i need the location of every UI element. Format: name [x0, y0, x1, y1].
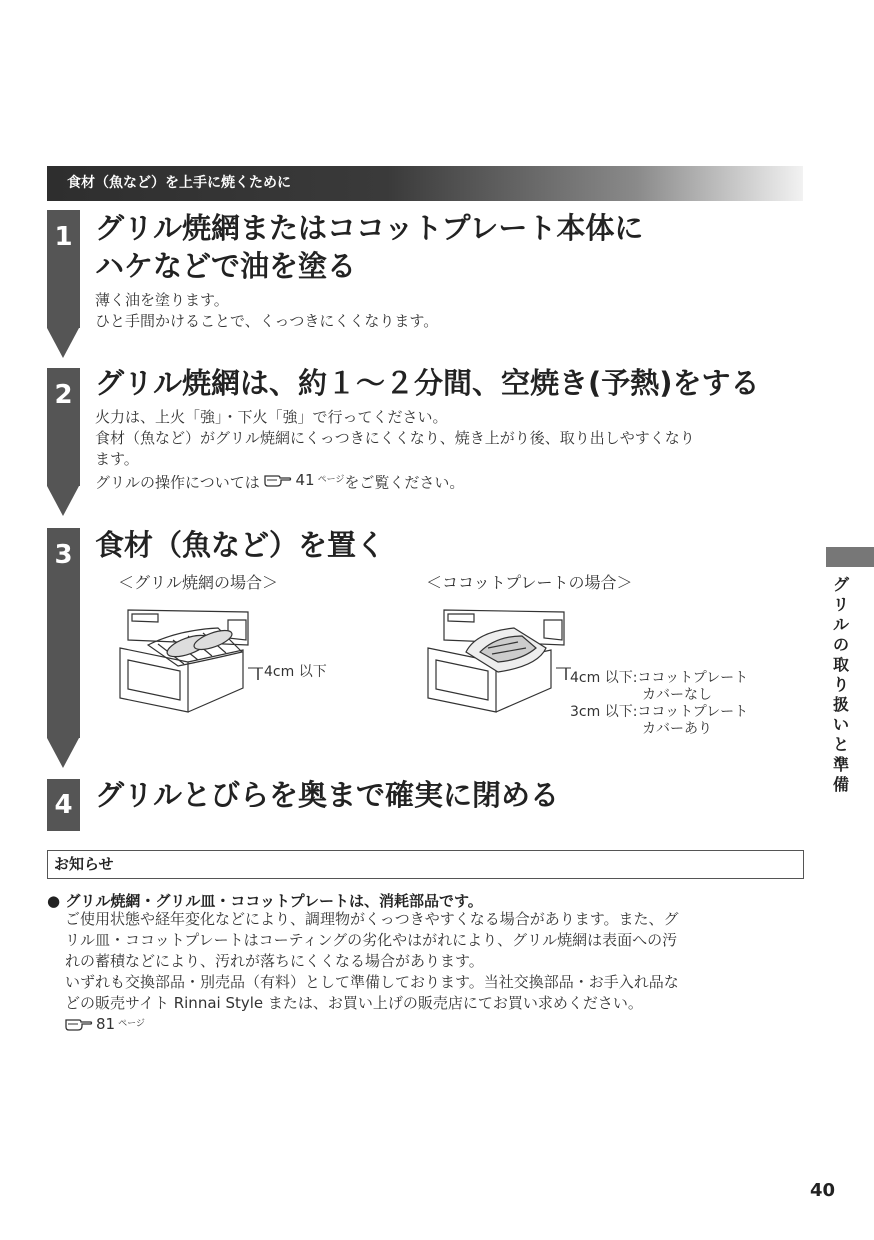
- cocotte-label-no-cover: 4cm 以下:ココットプレート: [570, 670, 749, 686]
- notice-line: れの蓄積などにより、汚れが落ちにくくなる場合があります。: [65, 952, 484, 970]
- notice-bullet-title: グリル焼網・グリル皿・ココットプレートは、消耗部品です。: [65, 892, 483, 910]
- side-tab-char: の: [832, 635, 849, 654]
- step-3-title: 食材（魚など）を置く: [95, 528, 386, 562]
- step-2-arrow: [47, 486, 79, 516]
- step-1-body: [95, 290, 438, 332]
- ref-suffix: をご覧ください。: [344, 473, 465, 492]
- step-3-number: 3: [54, 540, 73, 570]
- step-1-title: [95, 209, 643, 285]
- notice-line: リル皿・ココットプレートはコーティングの劣化やはがれにより、グリル焼網は表面への汚: [65, 931, 678, 949]
- page-reference-81[interactable]: [65, 1014, 145, 1035]
- notice-line: どの販売サイト Rinnai Style または、お買い上げの販売店にてお買い求めください。: [65, 994, 643, 1012]
- ref-page-unit: ページ: [118, 1019, 145, 1029]
- page-number: 40: [810, 1180, 836, 1201]
- cocotte-label-with-cover: 3cm 以下:ココットプレート: [570, 704, 749, 720]
- step-2-title: グリル焼網は、約１～２分間、空焼き(予熱)をする: [95, 366, 760, 400]
- side-tab-char: グ: [832, 575, 849, 594]
- caption-grill-net: ＜グリル焼網の場合＞: [118, 573, 279, 592]
- page-reference-41[interactable]: [264, 470, 344, 491]
- caption-cocotte-plate: ＜ココットプレートの場合＞: [426, 573, 633, 592]
- side-tab-char: と: [832, 735, 849, 754]
- side-tab-char: い: [832, 715, 849, 734]
- step-2-body-line: 食材（魚など）がグリル焼網にくっつきにくくなり、焼き上がり後、取り出しやすくなり: [95, 429, 695, 447]
- side-tab-marker: [826, 547, 874, 567]
- step-2-reference-line: [95, 470, 695, 494]
- step-2-body-line: 火力は、上火「強」・下火「強」で行ってください。: [95, 408, 448, 426]
- side-tab-char: ル: [832, 615, 849, 634]
- step-4-title: グリルとびらを奥まで確実に閉める: [95, 778, 560, 812]
- pointing-hand-icon: [65, 1018, 93, 1032]
- step-1-title-line-2: ハケなどで油を塗る: [95, 249, 357, 283]
- bullet-mark: ●: [47, 892, 61, 910]
- side-tab-label: [826, 575, 856, 795]
- side-tab-char: 取: [832, 655, 849, 674]
- section-header: [47, 166, 803, 201]
- step-2-body-line: ます。: [95, 450, 139, 468]
- cocotte-height-labels: [570, 670, 748, 738]
- notice-body: [65, 909, 803, 1038]
- cocotte-plate-illustration: [426, 600, 571, 715]
- cocotte-label-no-cover-sub: カバーなし: [642, 687, 712, 703]
- grill-net-illustration: [118, 600, 263, 715]
- cocotte-label-with-cover-sub: カバーあり: [642, 721, 712, 737]
- notice-heading-box: [47, 850, 804, 879]
- side-tab-char: 備: [832, 775, 849, 794]
- step-3-arrow: [47, 738, 79, 768]
- step-1-number: 1: [54, 222, 73, 252]
- notice-bullet: [47, 890, 483, 911]
- ref-page-unit: ページ: [317, 475, 345, 485]
- notice-line: ご使用状態や経年変化などにより、調理物がくっつきやすくなる場合があります。また、グ: [65, 910, 679, 928]
- step-1-arrow: [47, 328, 79, 358]
- side-tab-char: リ: [832, 595, 849, 614]
- side-tab-char: 準: [832, 755, 849, 774]
- ref-prefix: グリルの操作については: [95, 473, 260, 492]
- step-4-number: 4: [54, 790, 73, 820]
- step-1-body-line: 薄く油を塗ります。: [95, 291, 229, 309]
- step-1-title-line-1: グリル焼網またはココットプレート本体に: [95, 211, 644, 245]
- side-tab-char: り: [832, 675, 849, 694]
- notice-heading: お知らせ: [54, 855, 114, 873]
- grill-net-height-label: 4cm 以下: [264, 664, 327, 680]
- step-2-body: [95, 407, 695, 494]
- pointing-hand-icon: [264, 474, 292, 488]
- ref-page-number: 41: [295, 471, 315, 489]
- notice-line: いずれも交換部品・別売品（有料）として準備しております。当社交換部品・お手入れ品な: [65, 973, 679, 991]
- step-1-body-line: ひと手間かけることで、くっつきにくくなります。: [95, 312, 439, 330]
- step-2-number: 2: [54, 380, 73, 410]
- section-header-title: 食材（魚など）を上手に焼くために: [67, 175, 291, 191]
- ref-page-number: 81: [96, 1015, 116, 1033]
- side-tab-char: 扱: [832, 695, 849, 714]
